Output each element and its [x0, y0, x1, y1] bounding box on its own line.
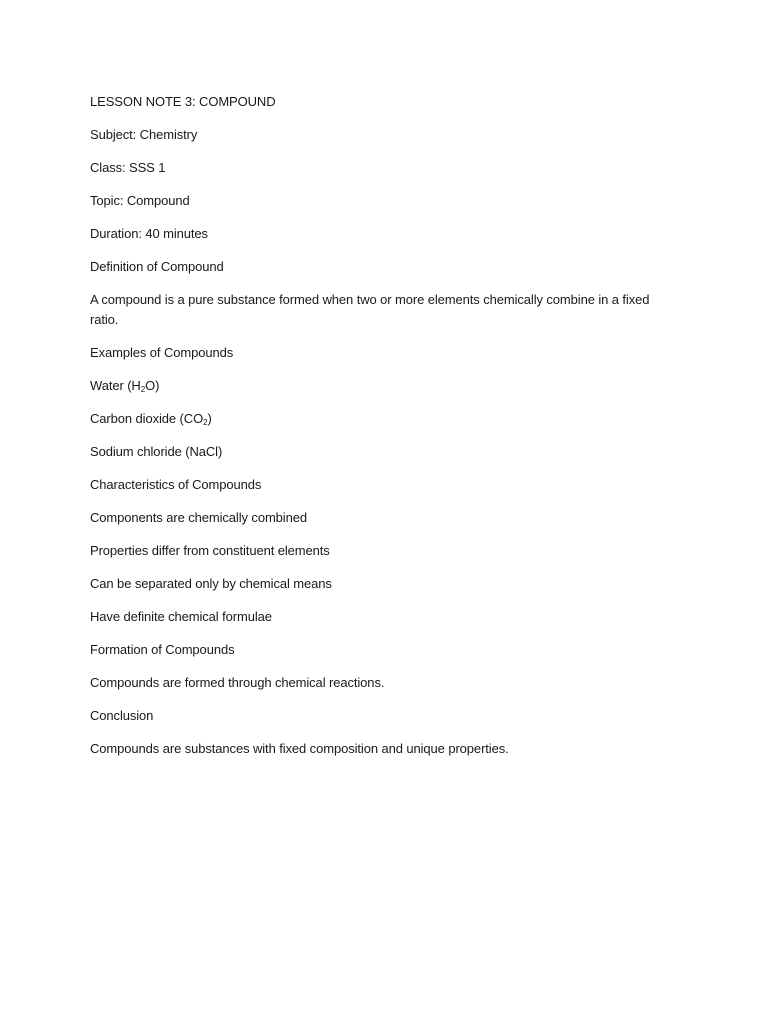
duration-line: Duration: 40 minutes — [90, 226, 208, 241]
topic-line: Topic: Compound — [90, 193, 190, 208]
example-carbon-dioxide — [90, 409, 670, 429]
formation-heading: Formation of Compounds — [90, 642, 235, 657]
example-sodium-chloride: Sodium chloride (NaCl) — [90, 444, 223, 459]
class-line: Class: SSS 1 — [90, 160, 166, 175]
formation-text: Compounds are formed through chemical reactions. — [90, 675, 385, 690]
document-body — [90, 92, 670, 772]
example-water-text-end: O) — [145, 378, 160, 393]
conclusion-heading: Conclusion — [90, 708, 154, 723]
example-co2-text: Carbon dioxide (CO — [90, 411, 204, 426]
definition-heading: Definition of Compound — [90, 259, 224, 274]
characteristic-item: Components are chemically combined — [90, 510, 307, 525]
examples-heading: Examples of Compounds — [90, 345, 234, 360]
subscript-2: 2 — [140, 385, 146, 394]
lesson-title: LESSON NOTE 3: COMPOUND — [90, 94, 276, 109]
characteristic-item: Can be separated only by chemical means — [90, 576, 332, 591]
subject-line: Subject: Chemistry — [90, 127, 198, 142]
example-water — [90, 376, 670, 396]
example-water-text: Water (H — [90, 378, 141, 393]
characteristic-item: Properties differ from constituent elements — [90, 543, 330, 558]
definition-text: A compound is a pure substance formed when two or more elements chemically combine in a fixed ratio. — [90, 292, 650, 327]
characteristic-item: Have definite chemical formulae — [90, 609, 272, 624]
example-co2-text-end: ) — [207, 411, 212, 426]
characteristics-heading: Characteristics of Compounds — [90, 477, 262, 492]
subscript-2: 2 — [203, 418, 208, 427]
conclusion-text: Compounds are substances with fixed composition and unique properties. — [90, 741, 509, 756]
